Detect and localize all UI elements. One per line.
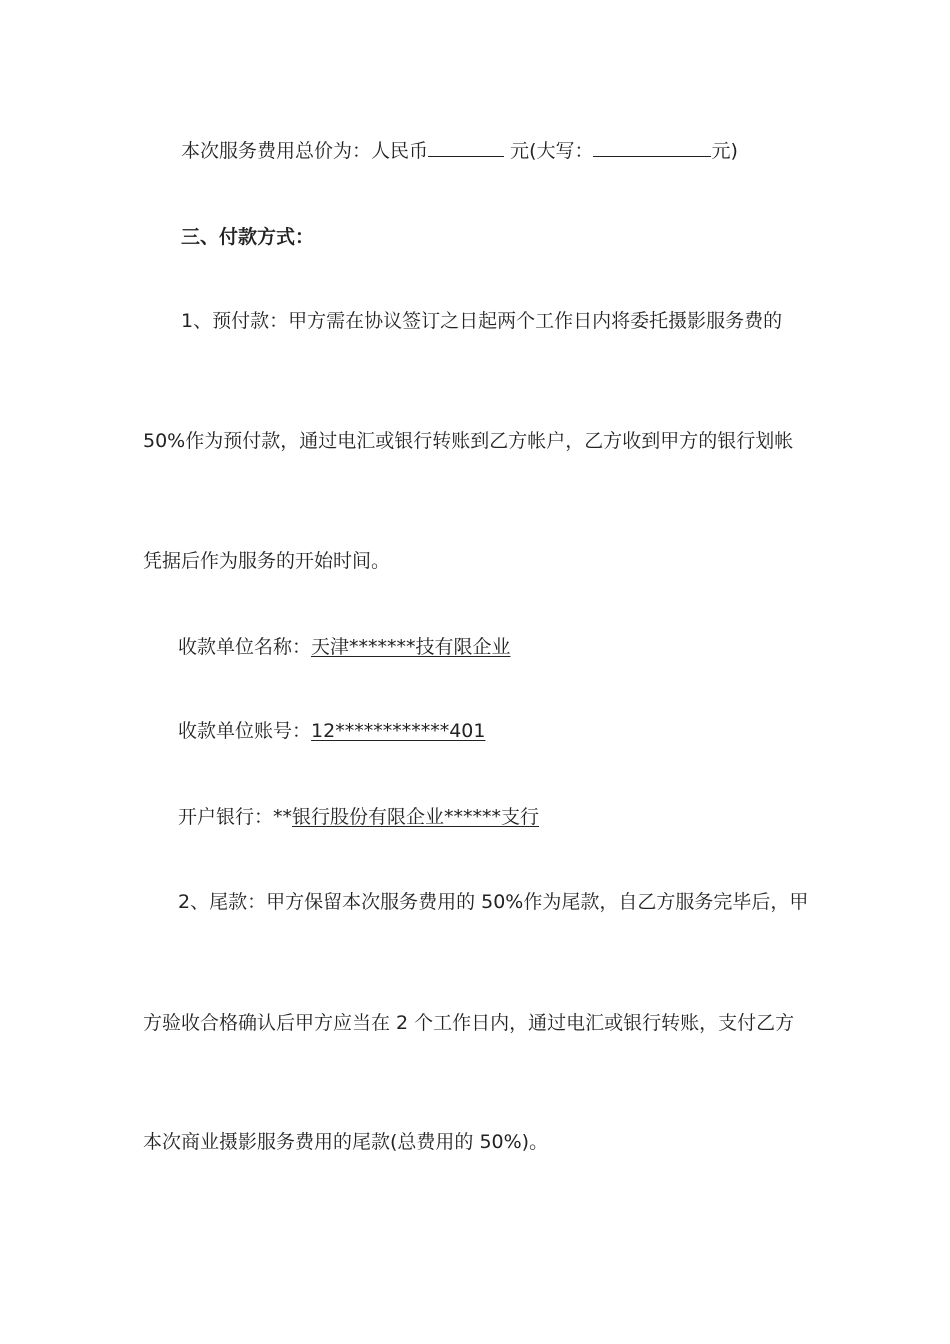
payee-account-value: 12************401 (311, 720, 486, 742)
bank-label: 开户银行： (178, 806, 274, 828)
prepayment-line-1: 1、预付款：甲方需在协议签订之日起两个工作日内将委托摄影服务费的 (181, 310, 783, 332)
bank-line (178, 804, 539, 830)
total-price-mid: 元(大写： (510, 140, 594, 162)
total-price-prefix: 本次服务费用总价为：人民币 (181, 140, 429, 162)
prepayment-line-2: 50%作为预付款，通过电汇或银行转账到乙方帐户，乙方收到甲方的银行划帐 (143, 430, 794, 452)
total-price-line (181, 138, 738, 164)
payee-name-label: 收款单位名称： (178, 636, 312, 658)
total-price-suffix: 元) (711, 140, 738, 162)
payee-account-line (178, 718, 485, 744)
balance-line-2: 方验收合格确认后甲方应当在 2 个工作日内，通过电汇或银行转账，支付乙方 (143, 1012, 795, 1034)
balance-line-3: 本次商业摄影服务费用的尾款(总费用的 50%)。 (143, 1131, 549, 1153)
bank-value: 银行股份有限企业******支行 (292, 806, 540, 828)
balance-line-1: 2、尾款：甲方保留本次服务费用的 50%作为尾款，自乙方服务完毕后，甲 (178, 891, 809, 913)
amount-words-blank (593, 138, 711, 157)
section-heading: 三、付款方式： (181, 226, 315, 248)
payee-name-line (178, 634, 511, 660)
amount-blank (428, 138, 504, 157)
payee-account-label: 收款单位账号： (178, 720, 312, 742)
bank-prefix: ** (273, 806, 293, 828)
payee-name-value: 天津*******技有限企业 (311, 636, 511, 658)
prepayment-line-3: 凭据后作为服务的开始时间。 (143, 550, 391, 572)
